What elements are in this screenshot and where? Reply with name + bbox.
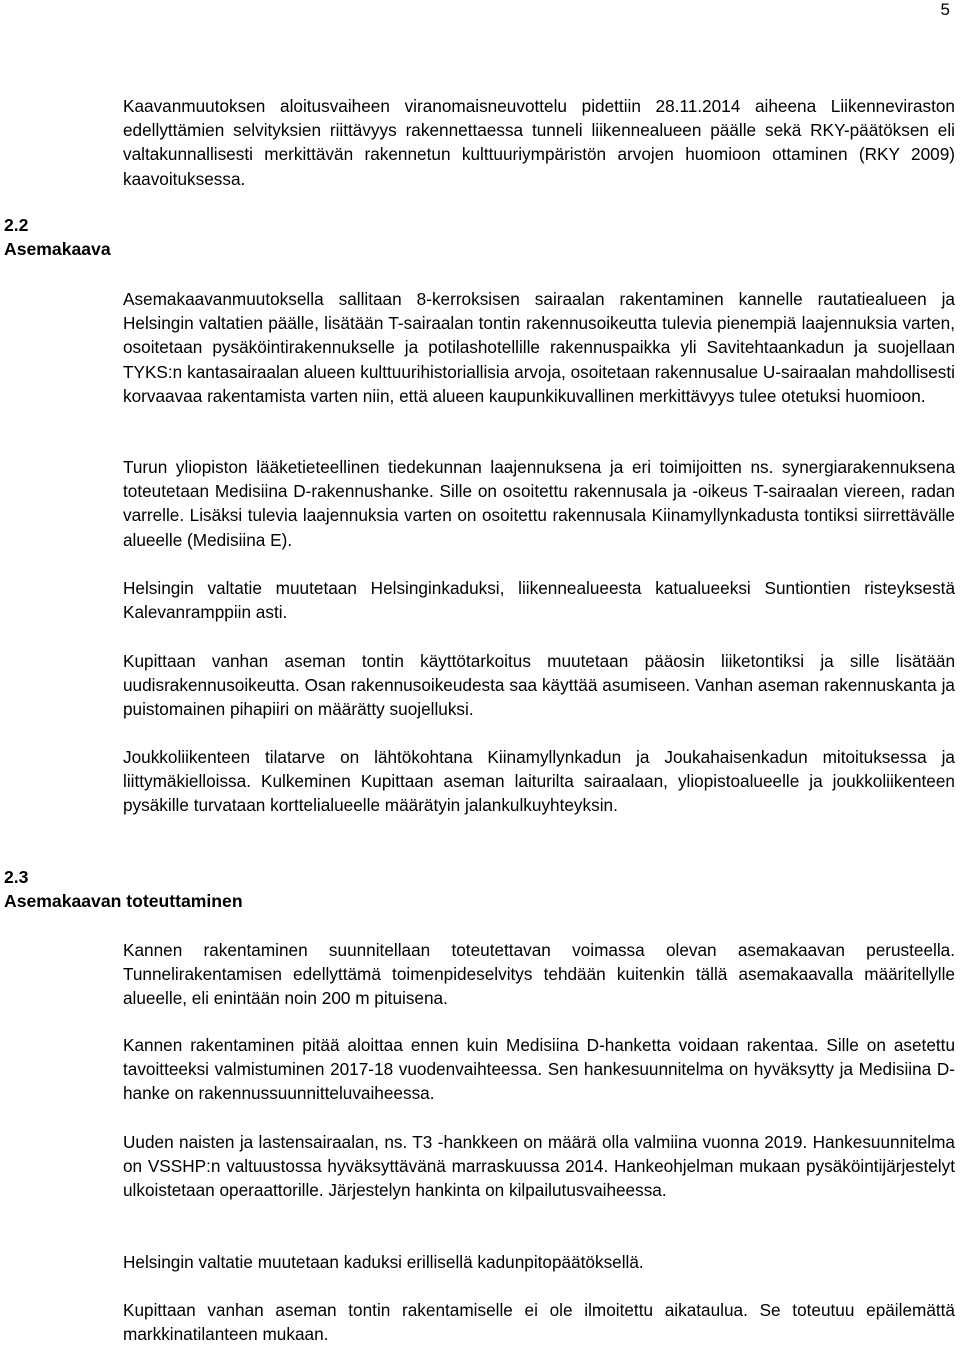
section-2-2-title: Asemakaava [4, 239, 111, 259]
section-2-2-number: 2.2 [4, 215, 29, 235]
section-2-3-paragraph-3: Uuden naisten ja lastensairaalan, ns. T3 -hankkeen on määrä olla valmiina vuonna 2019. Hankesuunnitelma on VSSHP:n valtuustossa hyväksyttävänä marraskuussa 2014. Hankeohjelman mukaan pysäköintijärjestelyt ulkoistetaan operaattorille. Järjestelyn hankinta on kilpailutusvaiheessa. [123, 1132, 955, 1201]
section-2-3-heading [4, 865, 243, 913]
section-2-3-number: 2.3 [4, 867, 29, 887]
section-2-3-paragraph-2: Kannen rakentaminen pitää aloittaa ennen kuin Medisiina D-hanketta voidaan rakentaa. Sille on asetettu tavoitteeksi valmistuminen 2017-18 vuodenvaihteessa. Sen hankesuunnitelma on hyväksytty ja Medisiina D-hanke on rakennussuunnitteluvaiheessa. [123, 1035, 955, 1104]
section-2-2-heading [4, 213, 111, 261]
section-2-2-paragraph-4: Kupittaan vanhan aseman tontin käyttötarkoitus muutetaan pääosin liiketontiksi ja sille lisätään uudisrakennusoikeutta. Osan rakennusoikeudesta saa käyttää asumiseen. Vanhan aseman rakennuskanta ja puistomainen pihapiiri on määrätty suojelluksi. [123, 651, 955, 720]
section-2-3-paragraph-5: Kupittaan vanhan aseman tontin rakentamiselle ei ole ilmoitettu aikataulua. Se toteutuu epäilemättä markkinatilanteen mukaan. [123, 1300, 955, 1345]
section-2-3-paragraph-4: Helsingin valtatie muutetaan kaduksi erillisellä kadunpitopäätöksellä. [123, 1252, 644, 1272]
section-2-3-paragraph-1: Kannen rakentaminen suunnitellaan toteutettavan voimassa olevan asemakaavan perusteella. Tunnelirakentamisen edellyttämä toimenpideselvitys tehdään kuitenkin tällä asemakaavalla määritellylle alueelle, eli enintään noin 200 m pituisena. [123, 940, 955, 1009]
page-number: 5 [940, 0, 950, 19]
section-2-2-paragraph-1: Asemakaavanmuutoksella sallitaan 8-kerroksisen sairaalan rakentaminen kannelle rautatiealueen ja Helsingin valtatien päälle, lisätään T-sairaalan tontin rakennusoikeutta tulevia pienempiä laajennuksia varten, osoitetaan pysäköintirakennukselle ja potilashotellille rakennuspaikka yli Savitehtaankadun ja suojellaan TYKS:n kantasairaalan alueen kulttuurihistoriallisia arvoja, osoitetaan rakennusalue U-sairaalan mahdollisesti korvaavaa rakentamista varten niin, että alueen kaupunkikuvallinen merkittävyys tulee otetuksi huomioon. [123, 289, 955, 406]
intro-paragraph: Kaavanmuutoksen aloitusvaiheen viranomaisneuvottelu pidettiin 28.11.2014 aiheena Liikenneviraston edellyttämien selvityksien riittävyys rakennettaessa tunneli liikennealueen päälle sekä RKY-päätöksen eli valtakunnallisesti merkittävän rakennetun kulttuuriympäristön arvojen huomioon ottaminen (RKY 2009) kaavoituksessa. [123, 96, 955, 189]
section-2-2-paragraph-3: Helsingin valtatie muutetaan Helsinginkaduksi, liikennealueesta katualueeksi Suntiontien risteyksestä Kalevanramppiin asti. [123, 578, 955, 623]
section-2-3-title: Asemakaavan toteuttaminen [4, 891, 243, 911]
section-2-2-paragraph-2: Turun yliopiston lääketieteellinen tiedekunnan laajennuksena ja eri toimijoitten ns. synergiarakennuksena toteutetaan Medisiina D-rakennushanke. Sille on osoitettu rakennusala ja -oikeus T-sairaalan viereen, radan varrelle. Lisäksi tulevia laajennuksia varten on osoitettu rakennusala Kiinamyllynkadusta tontiksi siirrettävälle alueelle (Medisiina E). [123, 457, 955, 550]
section-2-2-paragraph-5: Joukkoliikenteen tilatarve on lähtökohtana Kiinamyllynkadun ja Joukahaisenkadun mitoituksessa ja liittymäkielloissa. Kulkeminen Kupittaan aseman laiturilta sairaalaan, yliopistoalueelle ja joukkoliikenteen pysäkille turvataan korttelialueelle määrätyin jalankulkuyhteyksin. [123, 747, 955, 816]
